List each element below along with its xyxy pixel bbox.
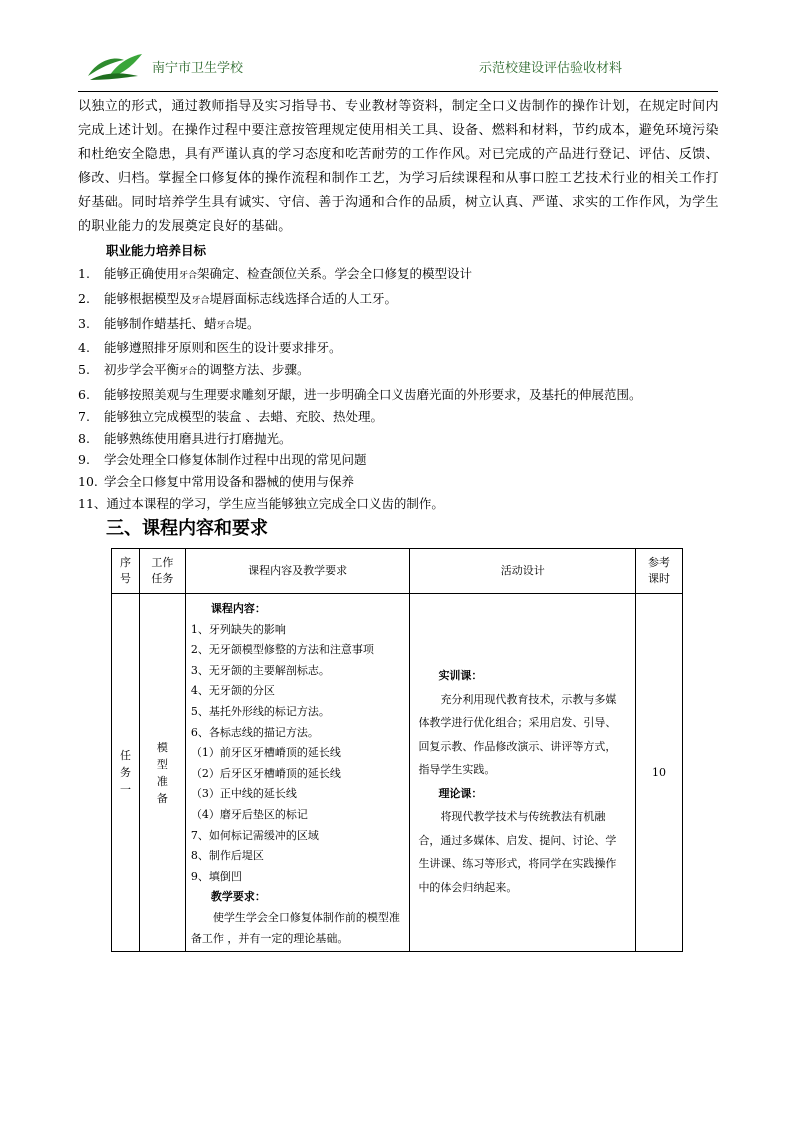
list-text-tail: 堤唇面标志线选择合适的人工牙。: [209, 290, 398, 306]
content-item: （3）正中线的延长线: [190, 787, 297, 801]
list-number: 4.: [78, 340, 90, 356]
task-seq-cell: 任 务 一: [112, 594, 140, 952]
list-item: [78, 449, 720, 471]
list-item: [78, 288, 720, 313]
list-text-tail: 架确定、检查颌位关系。学会全口修复的模型设计: [197, 266, 473, 281]
theory-text: 将现代教学技术与传统教法有机融合，通过多媒体、启发、提问、讨论、学生讲课、练习等形式，将同学在实践操作中的体会归纳起来。: [418, 810, 617, 894]
page-header: [78, 46, 718, 92]
list-number: 1.: [78, 266, 90, 281]
table-header-row: [112, 549, 683, 594]
list-small-text: 牙合: [191, 295, 210, 306]
course-table: [111, 548, 683, 952]
ability-heading: 职业能力培养目标: [106, 243, 207, 258]
list-text: 能够按照美观与生理要求雕刻牙龈，进一步明确全口义齿磨光面的外形要求，及基托的伸展范围。: [104, 386, 642, 402]
list-number: 11、: [78, 495, 107, 511]
content-item: 6、各标志线的描记方法。: [190, 725, 319, 739]
list-number: 8.: [78, 430, 90, 446]
header-seq: 序 号: [112, 549, 140, 594]
task-name-cell: 模 型 准 备: [139, 594, 185, 952]
list-number: 3.: [78, 315, 90, 331]
list-item: [78, 384, 720, 406]
list-text: 能够独立完成模型的装盒 、去蜡、充胶、热处理。: [104, 408, 383, 424]
list-text: 能够熟练使用磨具进行打磨抛光。: [104, 430, 292, 446]
requirement-text: 使学生学会全口修复体制作前的模型准备工作 ，并有一定的理论基础。: [190, 910, 400, 945]
list-text: 能够根据模型及: [104, 290, 192, 306]
list-text-tail: 的调整方法、步骤。: [197, 362, 310, 378]
header-hours: 参考 课时: [636, 549, 683, 594]
content-item: 2、无牙颌模型修整的方法和注意事项: [190, 643, 374, 657]
list-item: [78, 406, 720, 428]
list-item: [78, 471, 720, 493]
list-item: [78, 313, 720, 338]
content-item: 1、牙列缺失的影响: [190, 622, 286, 636]
content-item: 8、制作后堤区: [190, 849, 264, 863]
content-item: （4）磨牙后垫区的标记: [190, 807, 308, 821]
content-item: （2）后牙区牙槽嵴顶的延长线: [190, 766, 341, 780]
list-number: 5.: [78, 362, 90, 378]
list-number: 10.: [78, 474, 98, 490]
list-text: 能够制作蜡基托、蜡: [104, 315, 217, 331]
list-text: 学会处理全口修复体制作过程中出现的常见问题: [104, 452, 367, 468]
content-items: [191, 620, 405, 888]
hours-cell: 10: [636, 594, 683, 952]
section-title: 三、课程内容和要求: [106, 518, 268, 539]
content-item: 3、无牙颌的主要解剖标志。: [190, 663, 330, 677]
list-item: [78, 493, 720, 515]
header-activity: 活动设计: [410, 549, 636, 594]
list-number: 7.: [78, 408, 90, 424]
body-text: [78, 95, 720, 515]
list-text: 通过本课程的学习，学生应当能够独立完成全口义齿的制作。: [106, 495, 444, 511]
list-number: 2.: [78, 290, 90, 306]
list-text: 能够遵照排牙原则和医生的设计要求排牙。: [104, 340, 342, 356]
intro-paragraph: 以独立的形式，通过教师指导及实习指导书、专业教材等资料，制定全口义齿制作的操作计划，在规定时间内完成上述计划。在操作过程中要注意按管理规定使用相关工具、设备、燃料和材料，节约成本，避免环境污染和杜绝安全隐患，具有严谨认真的学习态度和吃苦耐劳的工作作风。对已完成的产品进行登记、评估、反馈、修改、归档。掌握全口修复体的操作流程和制作工艺，为学习后续课程和从事口腔工艺技术行业的相关工作打好基础。同时培养学生具有诚实、守信、善于沟通和合作的品质，树立认真、严谨、求实的工作作风，为学生的职业能力的发展奠定良好的基础。: [78, 99, 719, 234]
list-small-text: 牙合: [179, 367, 198, 378]
content-item: 7、如何标记需缓冲的区域: [190, 828, 319, 842]
list-item: [78, 263, 720, 288]
school-name: 南宁市卫生学校: [152, 61, 244, 76]
list-item: [78, 359, 720, 384]
table-row: [112, 594, 683, 952]
list-text-tail: 堤。: [234, 315, 260, 331]
header-content: 课程内容及教学要求: [185, 549, 410, 594]
list-text: 能够正确使用: [104, 266, 180, 281]
requirement-heading: 教学要求：: [210, 890, 266, 904]
content-item: 9、填倒凹: [190, 869, 242, 883]
document-title: 示范校建设评估验收材料: [478, 61, 622, 76]
activity-cell: [410, 594, 636, 952]
theory-heading: 理论课：: [438, 786, 483, 800]
list-small-text: 牙合: [216, 320, 235, 331]
list-number: 9.: [78, 452, 90, 468]
practice-heading: 实训课：: [438, 669, 483, 682]
content-item: 5、基托外形线的标记方法。: [190, 704, 330, 718]
list-number: 6.: [78, 386, 90, 402]
content-heading: 课程内容：: [210, 602, 266, 615]
list-item: [78, 337, 720, 359]
header-task: 工作 任务: [139, 549, 185, 594]
list-text: 初步学会平衡: [104, 362, 180, 378]
list-item: [78, 428, 720, 450]
list-text: 学会全口修复中常用设备和器械的使用与保养: [104, 474, 355, 490]
practice-text: 充分利用现代教育技术，示教与多媒体教学进行优化组合；采用启发、引导、回复示教、作品修改演示、讲评等方式，指导学生实践。: [418, 692, 617, 776]
content-item: 4、无牙颌的分区: [190, 684, 275, 698]
content-item: （1）前牙区牙槽嵴顶的延长线: [190, 746, 341, 760]
content-cell: [185, 594, 410, 952]
school-logo: [84, 50, 144, 86]
ability-list: [78, 263, 720, 515]
list-small-text: 牙合: [179, 271, 198, 281]
